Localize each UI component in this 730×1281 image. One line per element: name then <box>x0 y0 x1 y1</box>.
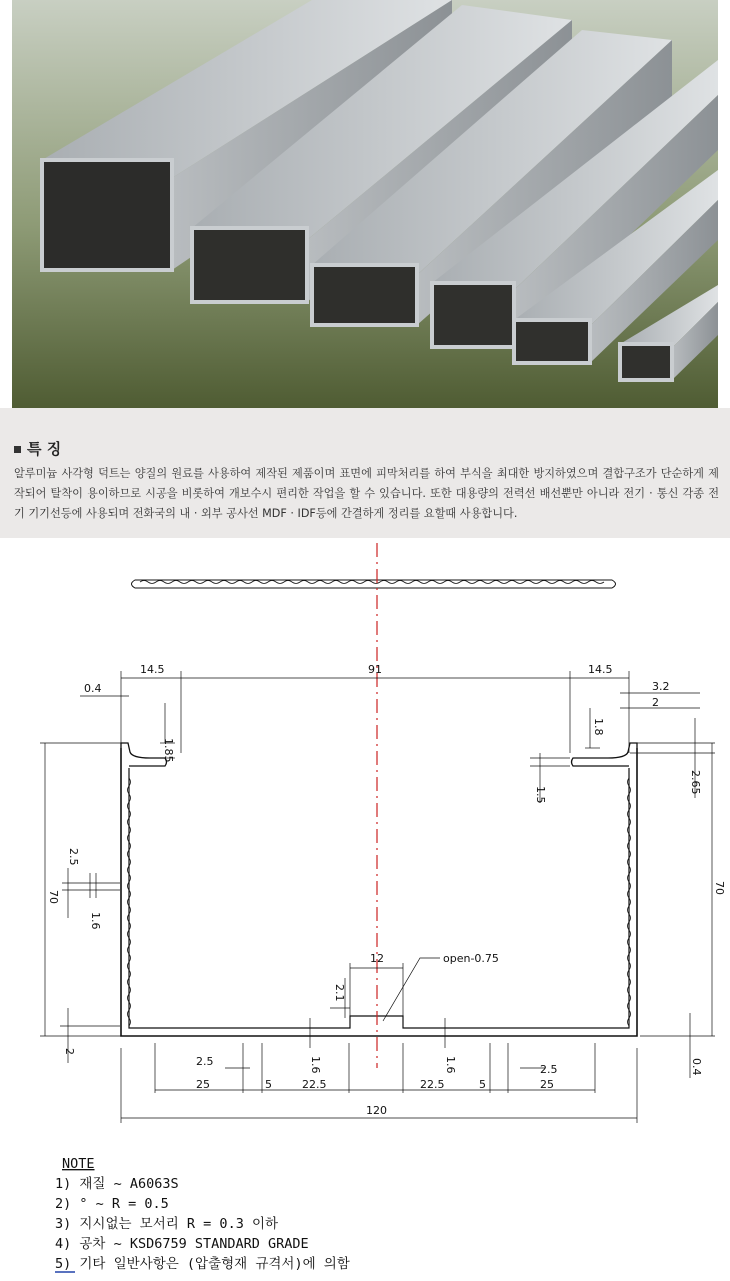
dim-1-85: 1.85 <box>162 738 175 763</box>
dim-25-right: 25 <box>540 1078 554 1091</box>
dim-0-4-bottom: 0.4 <box>690 1058 703 1076</box>
product-photo <box>12 0 718 408</box>
body-outer <box>121 748 637 1036</box>
dim-2-65: 2.65 <box>689 770 702 795</box>
right-lip <box>572 743 638 766</box>
dim-2-5-bottom-right: 2.5 <box>540 1063 558 1076</box>
features-title-text: 특 징 <box>27 440 62 458</box>
dim-5-right: 5 <box>479 1078 486 1091</box>
dim-120: 120 <box>366 1104 387 1117</box>
features-description: 알루미늄 사각형 덕트는 양질의 원료를 사용하여 제작된 제품이며 표면에 피막처리를 하여 부식을 최대한 방지하였으며 결합구조가 단순하게 제작되어 탈착이 용이하므로 시공을 비롯하여 개보수시 편리한 작업을 할 수 있습니다. 또한 대용량의 전력선 배선뿐만 아니라 전기 · 통신 각종 전기 기기선등에 사용되며 전화국의 내 · 외부 공사선 MDF · IDF등에 간결하게 정리를 요할때 사용합니다. <box>14 467 719 520</box>
body-inner <box>129 768 629 1028</box>
dim-2-right: 2 <box>652 696 659 709</box>
dim-22-5-right: 22.5 <box>420 1078 445 1091</box>
note-3: 3) 지시없는 모서리 R = 0.3 이하 <box>55 1216 279 1232</box>
dim-2-1: 2.1 <box>333 984 346 1002</box>
bullet-square-icon <box>14 446 21 453</box>
features-title <box>14 438 61 459</box>
left-lip <box>121 743 167 766</box>
features-section <box>0 408 730 538</box>
dim-25-left: 25 <box>196 1078 210 1091</box>
cover-outline <box>132 580 616 588</box>
dim-70-left: 70 <box>47 890 60 904</box>
duct-section-drawing <box>0 538 730 1277</box>
dim-1-6-bottom-right: 1.6 <box>444 1056 457 1074</box>
dim-3-2: 3.2 <box>652 680 670 693</box>
technical-drawing <box>0 538 730 1277</box>
dim-2-bottom-left: 2 <box>63 1048 76 1055</box>
dim-2-5-side: 2.5 <box>67 848 80 866</box>
dim-2-5-bottom-left: 2.5 <box>196 1055 214 1068</box>
open-label: open-0.75 <box>443 952 499 965</box>
note-4: 4) 공차 ~ KSD6759 STANDARD GRADE <box>55 1236 309 1252</box>
dim-5-left: 5 <box>265 1078 272 1091</box>
dim-12: 12 <box>370 952 384 965</box>
dim-1-6-side: 1.6 <box>89 912 102 930</box>
note-5: 5) 기타 일반사항은 (압출형재 규격서)에 의함 <box>55 1256 350 1272</box>
dim-22-5-left: 22.5 <box>302 1078 327 1091</box>
dim-1-6-bottom-left: 1.6 <box>309 1056 322 1074</box>
dim-14-5-left: 14.5 <box>140 663 165 676</box>
dim-1-8: 1.8 <box>592 718 605 736</box>
dim-0-4-top: 0.4 <box>84 682 102 695</box>
dim-91: 91 <box>368 663 382 676</box>
note-header: NOTE <box>62 1156 95 1172</box>
dim-1-5: 1.5 <box>534 786 547 804</box>
cover-ribs <box>140 581 604 584</box>
note-2: 2) ° ~ R = 0.5 <box>55 1196 169 1212</box>
note-1: 1) 재질 ~ A6063S <box>55 1176 179 1192</box>
dim-14-5-right: 14.5 <box>588 663 613 676</box>
dim-70-right: 70 <box>713 881 726 895</box>
